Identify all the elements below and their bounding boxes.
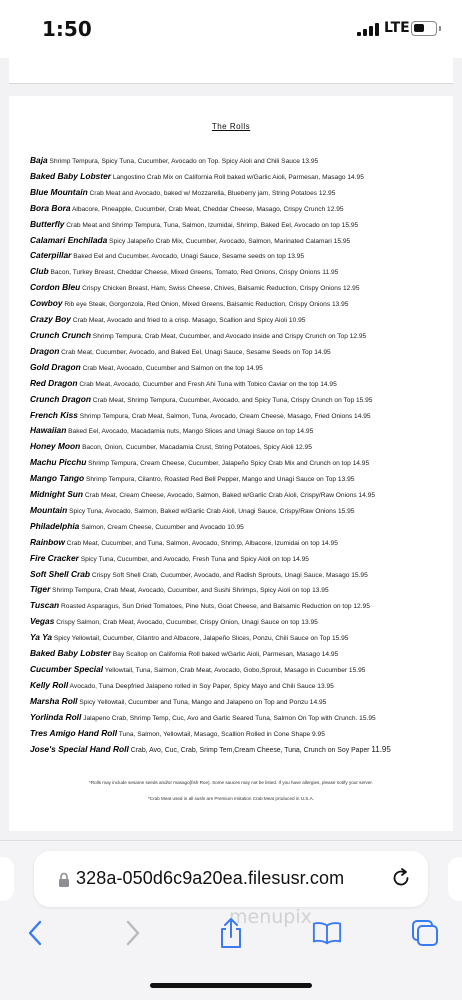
menu-item: [30, 264, 450, 280]
menu-item-name: Cowboy: [30, 298, 63, 309]
menu-item: [30, 646, 450, 662]
menu-item-description: Spicy Yellowtail, Cucumber and Tuna, Mango and Jalapeno on Top and Ponzu 14.95: [79, 698, 327, 706]
menu-item-description: Crab Meat and Avocado, baked w/ Mozzarella, Blueberry jam, String Potatoes 12.95: [89, 189, 336, 197]
menu-item: [30, 567, 450, 583]
menu-item-name: Honey Moon: [30, 441, 81, 452]
menu-title: The Rolls: [211, 122, 251, 131]
menu-item: [30, 248, 450, 264]
menu-item: [30, 233, 450, 249]
menu-item-description: Crab Meat and Shrimp Tempura, Tuna, Salmon, Izumidai, Shrimp, Baked Eel, Avocado on top 15.95: [66, 221, 359, 229]
menu-item-description: Rib eye Steak, Gorgonzola, Red Onion, Mixed Greens, Balsamic Reduction, Crispy Onions 13.95: [64, 301, 349, 309]
menu-item-name: Blue Mountain: [30, 186, 88, 197]
address-bar[interactable]: [34, 851, 428, 907]
next-tab-pill[interactable]: [448, 857, 462, 901]
menu-item: [30, 662, 450, 678]
menu-list: [30, 153, 450, 757]
menu-item-name: Fire Cracker: [30, 552, 79, 563]
menu-item: [30, 455, 450, 471]
menu-item: [30, 280, 450, 296]
menu-item-description: Albacore, Pineapple, Cucumber, Crab Meat, Cheddar Cheese, Masago, Crispy Crunch 12.95: [71, 205, 344, 213]
tabs-button[interactable]: [410, 916, 440, 950]
menu-item-description: Roasted Asparagus, Sun Dried Tomatoes, Pine Nuts, Goat Cheese, and Balsamic Reduction on top 12.95: [61, 603, 370, 611]
menu-item-name: Baked Baby Lobster: [30, 648, 111, 659]
menu-item-name: Hawaiian: [30, 425, 67, 436]
url-text: 328a-050d6c9a20ea.filesusr.com: [76, 868, 345, 888]
menu-item-name: Gold Dragon: [30, 361, 81, 372]
menu-item-name: Rainbow: [30, 536, 65, 547]
menu-item-description: Crab Meat, Shrimp Tempura, Cucumber, Avocado, and Spicy Tuna, Crispy Crunch on Top 15.95: [92, 396, 373, 404]
menu-item-name: Red Dragon: [30, 377, 78, 388]
menu-item-name: Baja: [30, 155, 48, 165]
back-button[interactable]: [20, 916, 50, 950]
menu-item-description: Salmon, Cream Cheese, Cucumber and Avocado 10.95: [81, 523, 244, 531]
menu-item: [30, 598, 450, 614]
menu-item: [30, 551, 450, 567]
menu-item: [30, 423, 450, 439]
menu-item: [30, 503, 450, 519]
menu-item-name: Crazy Boy: [30, 314, 71, 325]
reload-icon[interactable]: [390, 867, 412, 889]
menu-item-name: Mango Tango: [30, 473, 85, 484]
share-icon: [218, 917, 244, 949]
menu-item-description: Spicy Tuna, Cucumber, and Avocado, Fresh Tuna and Spicy Aioli on top 14.95: [80, 555, 309, 563]
menu-item: [30, 360, 450, 376]
menu-item-description: Crab Meat, Avocado, Cucumber and Salmon on the top 14.95: [82, 364, 263, 372]
menu-item: [30, 296, 450, 312]
menu-item: [30, 519, 450, 535]
forward-button[interactable]: [118, 916, 148, 950]
menu-item: [30, 614, 450, 630]
tabs-icon: [410, 918, 440, 948]
menu-item-name: Cordon Bleu: [30, 282, 81, 293]
menu-item: [30, 535, 450, 551]
menu-item-description: Crispy Soft Shell Crab, Cucumber, Avocado, and Radish Sprouts, Unagi Sauce, Masago 15.95: [91, 571, 368, 579]
lock-icon: [58, 872, 70, 888]
menu-item: [30, 439, 450, 455]
menu-item-name: French Kiss: [30, 409, 78, 420]
network-type: LTE: [384, 20, 410, 36]
menu-item: [30, 471, 450, 487]
menu-item-description: Baked Eel and Cucumber, Avocado, Unagi Sauce, Sesame seeds on top 13.95: [73, 253, 305, 261]
watermark: menupix: [229, 906, 312, 928]
menu-item: [30, 582, 450, 598]
menu-item-name: Crunch Dragon: [30, 393, 91, 404]
menu-item-name: Machu Picchu: [30, 457, 87, 468]
menu-item-name: Bora Bora: [30, 202, 71, 213]
menu-item: [30, 376, 450, 392]
menu-item: [30, 392, 450, 408]
menu-item-name: Kelly Roll: [30, 679, 69, 690]
menu-item-description: Crab, Avo, Cuc, Crab, Srimp Tem,Cream Cheese, Tuna, Crunch on Soy Paper: [130, 746, 370, 754]
menu-item-name: Tres Amigo Hand Roll: [30, 727, 118, 738]
menu-item: [30, 408, 450, 424]
menu-item-name: Tiger: [30, 584, 51, 595]
menu-item-name: Jose's Special Hand Roll: [30, 743, 129, 754]
menu-item-description: Crispy Chicken Breast, Ham, Swiss Cheese, Chives, Balsamic Reduction, Crispy Onions 12.95: [82, 285, 360, 293]
menu-item-name: Butterfly: [30, 218, 65, 229]
menu-item-description: Baked Eel, Avocado, Macadamia nuts, Mango Slices and Unagi Sauce on top 14.95: [68, 428, 314, 436]
menu-item-name: Yorlinda Roll: [30, 711, 82, 722]
menu-item-description: Tuna, Salmon, Yellowtail, Masago, Scallion Rolled in Cone Shape 9.95: [118, 730, 325, 738]
menu-item-description: Crab Meat, Avocado and fried to a crisp. Masago, Scallion and Spicy Aioli 10.95: [72, 317, 306, 325]
menu-item: [30, 742, 450, 758]
bookmarks-button[interactable]: [312, 916, 342, 950]
menu-item-price: 11.95: [371, 744, 391, 754]
menu-item-name: Vegas: [30, 616, 55, 627]
menu-item-description: Shrimp Tempura, Crab Meat, Cucumber, and Avocado inside and Crispy Crunch on Top 12.95: [92, 332, 367, 340]
menu-item-name: Crunch Crunch: [30, 329, 91, 340]
menu-item-description: Crab Meat, Cream Cheese, Avocado, Salmon, Baked w/Garlic Crab Aioli, Crispy/Raw Onions 14.95: [84, 492, 376, 500]
menu-item-description: Jalapeno Crab, Shrimp Temp, Cuc, Avo and Garlic Seared Tuna, Salmon On Top with Crunch. 15.95: [83, 714, 376, 722]
menu-item: [30, 201, 450, 217]
menu-item: [30, 710, 450, 726]
menu-item-name: Midnight Sun: [30, 489, 84, 500]
menu-item-description: Bacon, Onion, Cucumber, Macadamia Crust, String Potatoes, Spicy Aioli 12.95: [82, 444, 312, 452]
status-bar: [0, 0, 462, 58]
menu-item: [30, 344, 450, 360]
menu-item-name: Tuscan: [30, 600, 60, 611]
menu-item: [30, 169, 450, 185]
menu-item: [30, 694, 450, 710]
menu-item-description: Crab Meat, Cucumber, and Tuna, Salmon, Avocado, Shrimp, Albacore, Izumidai on top 14.95: [66, 539, 338, 547]
home-indicator: [150, 983, 312, 988]
menu-item-description: Shrimp Tempura, Cilantro, Roasted Red Bell Pepper, Mango and Unagi Sauce on Top 13.95: [85, 476, 355, 484]
status-time: 1:50: [42, 17, 92, 41]
menu-item-description: Avocado, Tuna Deepfried Jalapeno rolled in Soy Paper, Spicy Mayo and Chili Sauce 13.95: [69, 682, 334, 690]
menu-item-description: Crab Meat, Avocado, Cucumber and Fresh Ahi Tuna with Tobico Caviar on the top 14.95: [79, 380, 337, 388]
menu-item-name: Marsha Roll: [30, 695, 78, 706]
menu-item: [30, 678, 450, 694]
menu-item-description: Bacon, Turkey Breast, Cheddar Cheese, Mixed Greens, Tomato, Red Onions, Crispy Onions 11.95: [50, 269, 339, 277]
menu-item: [30, 185, 450, 201]
menu-item-description: Shrimp Tempura, Cream Cheese, Cucumber, Jalapeño Spicy Crab Mix and Crunch on top 14.95: [88, 460, 370, 468]
menu-item-name: Dragon: [30, 345, 60, 356]
previous-tab-pill[interactable]: [0, 857, 14, 901]
battery-icon: [411, 21, 437, 36]
allergy-footnote: *Rolls may include sesame seeds and/or masago(fish Roe). Some sauces may not be listed. If you have allergies, please notify your server.: [89, 780, 373, 785]
menu-item: [30, 153, 450, 169]
menu-item-description: Spicy Jalapeño Crab Mix, Cucumber, Avocado, Salmon, Marinated Calamari 15.95: [109, 237, 351, 245]
menu-item-description: Shrimp Tempura, Crab Meat, Avocado, Cucumber, and Sushi Shrimps, Spicy Aioli on top 13.95: [52, 587, 329, 595]
menu-item-description: Bay Scallop on California Roll baked w/Garlic Aioli, Parmesan, Masago 14.95: [112, 651, 339, 659]
cellular-signal-icon: [357, 23, 379, 36]
menu-item: [30, 312, 450, 328]
menu-item-name: Baked Baby Lobster: [30, 170, 111, 181]
menu-item-description: Crab Meat, Cucumber, Avocado, and Baked Eel, Unagi Sauce, Sesame Seeds on Top 14.95: [61, 348, 331, 356]
menu-item: [30, 726, 450, 742]
menu-item-name: Ya Ya: [30, 632, 53, 643]
menu-item: [30, 487, 450, 503]
menu-item-description: Shrimp Tempura, Spicy Tuna, Cucumber, Avocado on Top. Spicy Aioli and Chili Sauce 13.95: [49, 158, 319, 165]
menu-item-name: Club: [30, 266, 49, 277]
previous-menu-page: [9, 58, 453, 84]
menu-item-description: Yellowtail, Tuna, Salmon, Crab Meat, Avocado, Gobo,Sprout, Masago in Cucumber 15.95: [104, 667, 366, 674]
menu-item: [30, 217, 450, 233]
book-icon: [312, 920, 342, 946]
share-button[interactable]: [216, 916, 246, 950]
back-chevron-icon: [27, 920, 43, 946]
menu-item: [30, 328, 450, 344]
battery-level: [414, 24, 424, 32]
forward-chevron-icon: [125, 920, 141, 946]
menu-item-name: Cucumber Special: [30, 664, 104, 674]
menu-item-name: Philadelphia: [30, 520, 80, 531]
menu-item-description: Spicy Tuna, Avocado, Salmon, Baked w/Garlic Crab Aioli, Unagi Sauce, Crispy/Raw Onions 15.95: [69, 507, 355, 515]
menu-item-name: Caterpillar: [30, 250, 72, 261]
menu-item-description: Shrimp Tempura, Crab Meat, Salmon, Tuna, Avocado, Cream Cheese, Masago, Fried Onions 14.95: [79, 412, 371, 420]
battery-nub: [439, 26, 441, 31]
menu-page: [9, 96, 453, 831]
crab-meat-footnote: *Crab Meat used in all sushi are Premium Imitation Crab Meat produced in U.S.A.: [148, 796, 314, 801]
menu-item-name: Calamari Enchilada: [30, 234, 108, 245]
menu-item-name: Soft Shell Crab: [30, 568, 91, 579]
menu-item-description: Spicy Yellowtail, Cucumber, Cilantro and Albacore, Jalapeño Slices, Ponzu, Chili Sauce on Top 15.95: [53, 635, 349, 643]
menu-item: [30, 630, 450, 646]
menu-item-name: Mountain: [30, 504, 68, 515]
menu-item-description: Langostino Crab Mix on California Roll baked w/Garlic Aioli, Parmesan, Masago 14.95: [112, 173, 364, 181]
menu-item-description: Crispy Salmon, Crab Meat, Avocado, Cucumber, Crispy Onion, Unagi Sauce on top 13.95: [56, 619, 318, 627]
